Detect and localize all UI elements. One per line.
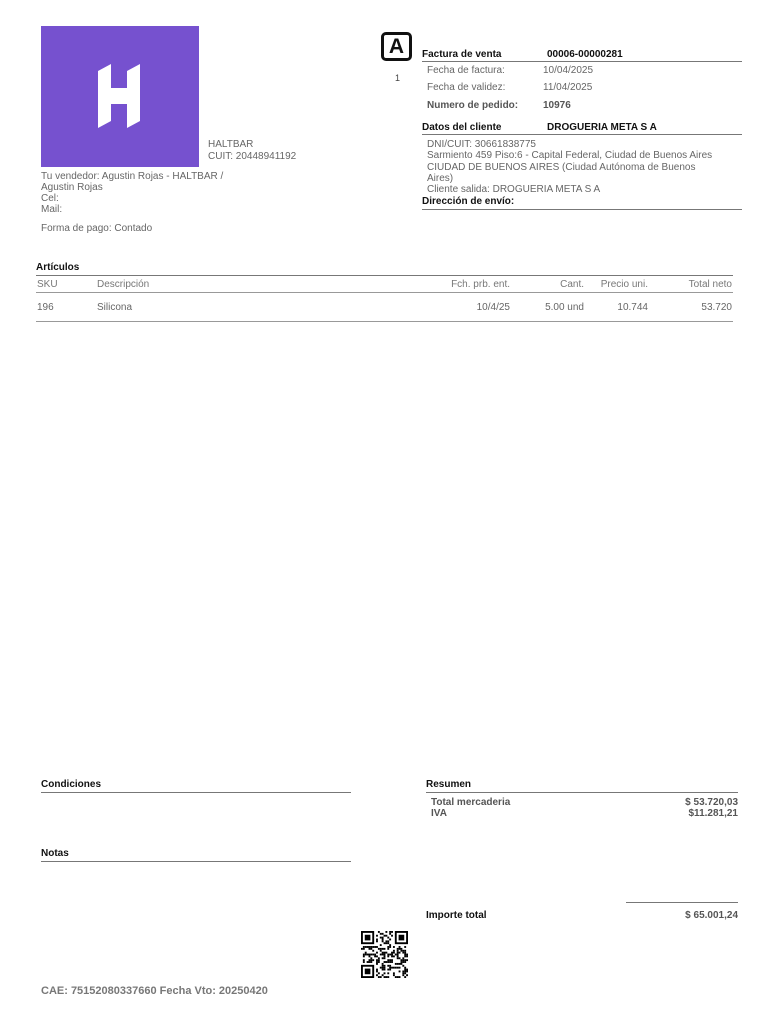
order-number-label: Numero de pedido:	[427, 100, 519, 111]
payment-method: Forma de pago: Contado	[41, 223, 153, 234]
order-number-value: 10976	[543, 100, 571, 111]
cell-description: Silicona	[97, 302, 133, 313]
client-name: DROGUERIA META S A	[547, 122, 657, 133]
validity-date-value: 11/04/2025	[543, 82, 593, 93]
client-address-line2: CIUDAD DE BUENOS AIRES (Ciudad Autónoma de Buenos	[427, 161, 696, 173]
divider	[422, 61, 742, 62]
iva-value: $11.281,21	[688, 808, 738, 819]
client-details	[427, 139, 742, 196]
client-address-line4: Cliente salida: DROGUERIA META S A	[427, 184, 601, 196]
cell-qty: 5.00 und	[545, 302, 584, 313]
company-info	[208, 139, 296, 162]
merch-total-value: $ 53.720,03	[685, 797, 738, 808]
summary-label: Resumen	[426, 779, 472, 790]
client-address-line3: Aires)	[427, 172, 454, 184]
invoice-date-value: 10/04/2025	[543, 65, 594, 76]
client-address-line1: Sarmiento 459 Piso:6 - Capital Federal, Ciudad de Buenos Aires	[427, 150, 713, 162]
cae-info: CAE: 75152080337660 Fecha Vto: 20250420	[41, 985, 268, 997]
seller-line1: Tu vendedor: Agustin Rojas - HALTBAR /	[41, 171, 224, 182]
divider	[422, 209, 742, 210]
col-header-unit-price: Precio uni.	[600, 279, 648, 290]
divider	[41, 792, 351, 793]
invoice-title: Factura de venta	[422, 49, 502, 60]
cell-delivery: 10/4/25	[476, 302, 510, 313]
divider	[626, 902, 738, 903]
iva-label: IVA	[431, 808, 447, 819]
col-header-sku: SKU	[37, 279, 58, 290]
qr-code-icon	[361, 931, 408, 978]
haltbar-logo-icon	[95, 64, 143, 130]
notes-label: Notas	[41, 848, 69, 859]
company-logo	[41, 26, 199, 167]
invoice-date-label: Fecha de factura:	[427, 65, 505, 76]
cell-net-total: 53.720	[701, 302, 732, 313]
total-amount-label: Importe total	[426, 910, 487, 921]
items-section-label: Artículos	[36, 262, 80, 273]
invoice-type-code: 1	[395, 73, 401, 83]
col-header-delivery: Fch. prb. ent.	[451, 279, 510, 290]
merch-total-label: Total mercaderia	[431, 797, 511, 808]
validity-date-label: Fecha de validez:	[427, 82, 506, 93]
invoice-number: 00006-00000281	[547, 49, 623, 60]
seller-mail: Mail:	[41, 204, 63, 215]
divider	[36, 275, 733, 276]
col-header-qty: Cant.	[560, 279, 584, 290]
total-amount-value: $ 65.001,24	[685, 910, 738, 921]
conditions-label: Condiciones	[41, 779, 102, 790]
divider	[41, 861, 351, 862]
invoice-type-badge: A	[381, 32, 412, 61]
divider	[36, 321, 733, 322]
divider	[422, 134, 742, 135]
divider	[426, 792, 738, 793]
seller-cel: Cel:	[41, 193, 59, 204]
shipping-label: Dirección de envío:	[422, 196, 515, 207]
seller-info	[41, 171, 223, 215]
client-dni: DNI/CUIT: 30661838775	[427, 139, 536, 150]
company-cuit: CUIT: 20448941192	[208, 150, 297, 162]
divider	[36, 292, 733, 293]
seller-line2: Agustin Rojas	[41, 182, 103, 193]
col-header-net-total: Total neto	[688, 279, 732, 290]
cell-unit-price: 10.744	[617, 302, 648, 313]
client-section-label: Datos del cliente	[422, 122, 502, 133]
cell-sku: 196	[37, 302, 54, 313]
company-name: HALTBAR	[208, 139, 254, 150]
col-header-description: Descripción	[97, 279, 150, 290]
